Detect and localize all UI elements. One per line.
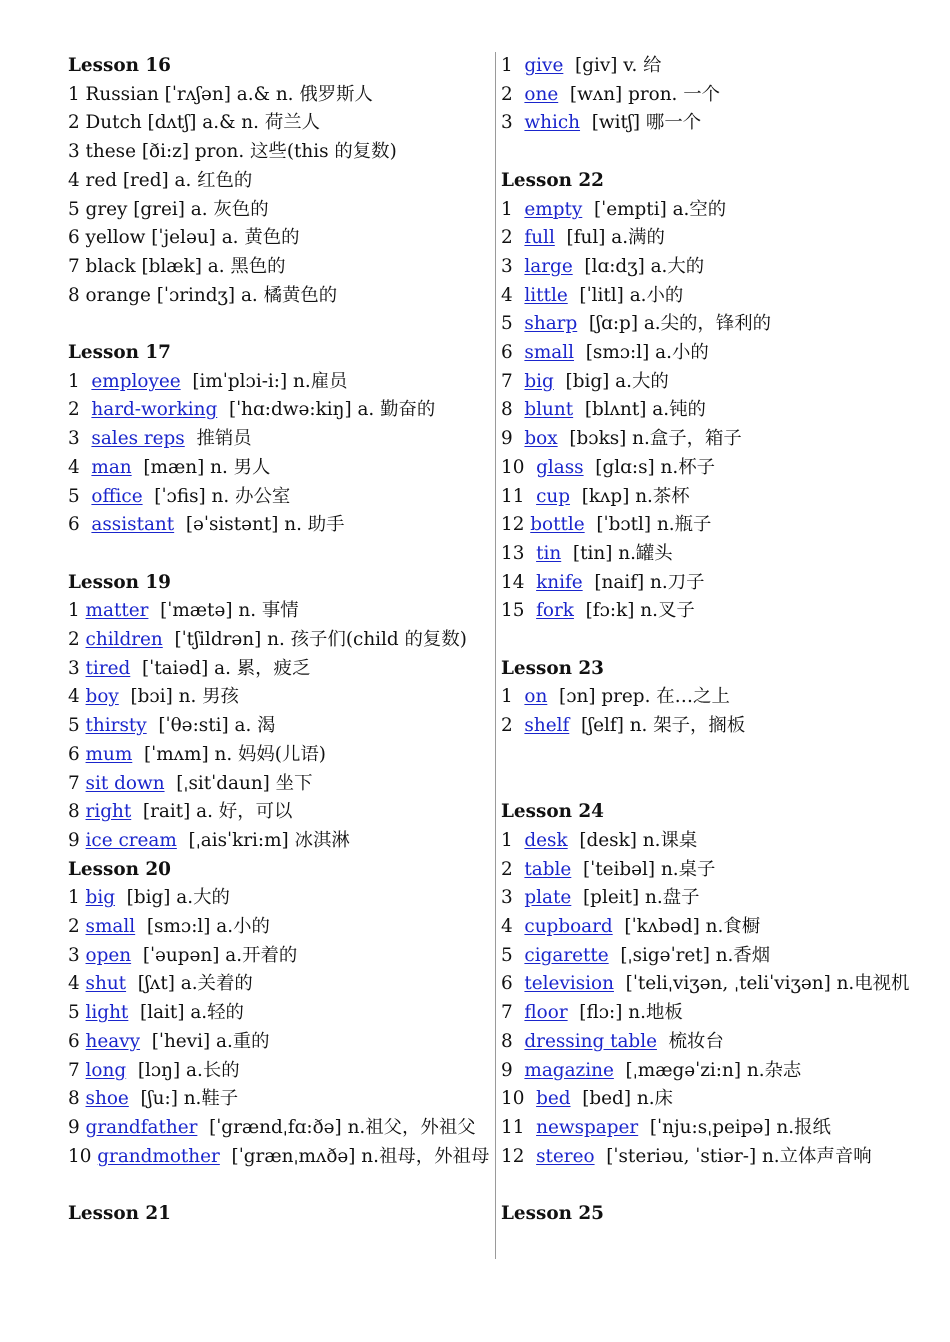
vocab-entry — [501, 1057, 919, 1086]
entry-definition: [ˈgrændˌfɑ:ðə] n.祖父，外祖父 — [197, 1116, 476, 1138]
entry-number: 4 — [501, 916, 525, 938]
vocab-entry — [501, 827, 919, 856]
vocab-entry — [68, 368, 493, 397]
vocab-entry — [68, 597, 493, 626]
vocab-entry: 8 orange [ˈɔrindʒ] a. 橘黄色的 — [68, 284, 338, 306]
vocab-word-link[interactable]: shut — [85, 973, 127, 995]
entry-number: 4 — [501, 284, 525, 306]
vocab-word-link[interactable]: dressing table — [524, 1030, 657, 1052]
entry-number: 4 — [68, 686, 86, 708]
entry-definition: [ʃu:] n.鞋子 — [128, 1088, 239, 1110]
entry-definition: [fɔ:k] n.叉子 — [573, 600, 695, 622]
vocab-entry: 1 Russian [ˈrʌʃən] a.& n. 俄罗斯人 — [68, 83, 373, 105]
vocab-entry — [68, 770, 493, 799]
vocab-word-link[interactable]: right — [85, 801, 132, 823]
vocab-entry — [68, 1114, 493, 1143]
vocab-word-link[interactable]: bed — [536, 1088, 571, 1110]
vocab-entry — [501, 884, 919, 913]
entry-number: 3 — [501, 887, 525, 909]
vocab-entry — [501, 597, 919, 626]
vocab-word-link[interactable]: cigarette — [524, 944, 609, 966]
vocab-word-link[interactable]: blunt — [524, 399, 574, 421]
entry-number: 1 — [501, 55, 525, 76]
entry-definition: [tin] n.罐头 — [561, 542, 673, 564]
vocab-word-link[interactable]: glass — [536, 456, 584, 478]
entry-definition: [ˈkʌbəd] n.食橱 — [612, 916, 761, 938]
vocab-entry — [501, 1114, 919, 1143]
entry-definition: [ˌsigəˈret] n.香烟 — [608, 944, 771, 966]
vocab-word-link[interactable]: sales reps — [91, 428, 185, 450]
vocab-entry — [68, 999, 493, 1028]
vocab-entry — [68, 655, 493, 684]
vocab-entry: 5 grey [grei] a. 灰色的 — [68, 198, 269, 220]
entry-number: 4 — [68, 973, 86, 995]
entry-number: 14 — [501, 571, 537, 593]
left-column — [68, 52, 493, 1229]
entry-number: 7 — [501, 370, 525, 392]
entry-definition: [flɔ:] n.地板 — [567, 1002, 683, 1024]
entry-number: 2 — [68, 916, 86, 938]
vocab-entry — [501, 1143, 919, 1172]
vocab-entry — [501, 454, 919, 483]
vocab-entry — [68, 913, 493, 942]
vocab-entry — [501, 569, 919, 598]
entry-definition: [rait] a. 好，可以 — [131, 801, 293, 823]
entry-definition: [ˈnju:sˌpeipə] n.报纸 — [638, 1116, 831, 1138]
entry-number: 7 — [68, 772, 86, 794]
entry-number: 3 — [68, 657, 86, 679]
vocab-entry — [501, 196, 919, 225]
entry-definition: [pleit] n.盘子 — [571, 887, 700, 909]
entry-number: 11 — [501, 1116, 537, 1138]
blank-line — [501, 138, 919, 167]
entry-definition: [bɔi] n. 男孩 — [118, 686, 239, 708]
vocab-word-link[interactable]: tin — [536, 542, 562, 564]
blank-line — [501, 770, 919, 799]
entry-definition: [ˈtaiəd] a. 累，疲乏 — [130, 657, 311, 679]
vocab-entry — [501, 52, 919, 81]
entry-number: 1 — [501, 686, 525, 708]
entry-definition: [naif] n.刀子 — [582, 571, 705, 593]
entry-definition: [ʃʌt] a.关着的 — [126, 973, 253, 995]
lesson-heading: Lesson 19 — [68, 571, 171, 593]
vocab-word-link[interactable]: knife — [536, 571, 583, 593]
vocab-entry — [501, 425, 919, 454]
entry-number: 8 — [68, 801, 86, 823]
vocab-entry — [68, 884, 493, 913]
vocab-word-link[interactable]: shelf — [524, 715, 570, 737]
vocab-entry: 2 Dutch [dʌtʃ] a.& n. 荷兰人 — [68, 112, 320, 134]
entry-definition: [ʃelf] n. 架子，搁板 — [569, 715, 746, 737]
entry-definition: [lɑ:dʒ] a.大的 — [572, 255, 705, 277]
entry-definition: [witʃ] 哪一个 — [580, 112, 702, 134]
vocab-word-link[interactable]: give — [524, 55, 564, 76]
vocab-entry — [501, 712, 919, 741]
vocab-entry — [68, 511, 493, 540]
vocab-word-link[interactable]: ice cream — [85, 829, 177, 851]
entry-definition: [ˈtʃildrən] n. 孩子们(child 的复数) — [162, 629, 467, 651]
vocab-entry — [501, 913, 919, 942]
lesson-heading: Lesson 25 — [501, 1203, 604, 1225]
vocab-entry — [501, 368, 919, 397]
entry-definition: [ʃɑ:p] a.尖的，锋利的 — [577, 313, 771, 335]
entry-definition: [ˈlitl] a.小的 — [567, 284, 684, 306]
entry-number: 1 — [68, 600, 86, 622]
entry-definition: 梳妆台 — [656, 1030, 724, 1052]
entry-definition: [ˈəupən] a.开着的 — [131, 944, 298, 966]
vocab-word-link[interactable]: assistant — [91, 514, 175, 536]
vocab-word-link[interactable]: cup — [536, 485, 571, 507]
vocab-entry — [501, 253, 919, 282]
entry-number: 15 — [501, 600, 537, 622]
entry-number: 8 — [501, 399, 525, 421]
entry-definition: [ˌmægəˈzi:n] n.杂志 — [613, 1059, 802, 1081]
vocab-word-link[interactable]: tired — [85, 657, 131, 679]
vocab-entry — [68, 683, 493, 712]
entry-number: 6 — [68, 1030, 86, 1052]
vocab-word-link[interactable]: grandmother — [97, 1145, 220, 1167]
vocab-word-link[interactable]: shoe — [85, 1088, 129, 1110]
entry-definition: [ful] a.满的 — [554, 227, 665, 249]
entry-definition: [glɑ:s] n.杯子 — [583, 456, 716, 478]
entry-number: 2 — [501, 83, 525, 105]
vocab-entry — [501, 856, 919, 885]
entry-definition: [ˈgrænˌmʌðə] n.祖母，外祖母 — [219, 1145, 490, 1167]
entry-definition: [ˈteliˌviʒən, ˌteliˈviʒən] n.电视机 — [613, 973, 910, 995]
vocab-word-link[interactable]: small — [85, 916, 136, 938]
vocab-entry — [501, 970, 919, 999]
entry-number: 7 — [501, 1002, 525, 1024]
vocab-entry — [501, 999, 919, 1028]
vocab-word-link[interactable]: heavy — [85, 1030, 141, 1052]
vocab-word-link[interactable]: box — [524, 428, 558, 450]
vocab-word-link[interactable]: children — [85, 629, 163, 651]
blank-line — [68, 310, 493, 339]
entry-number: 10 — [68, 1145, 98, 1167]
vocab-entry — [68, 942, 493, 971]
entry-definition: [bed] n.床 — [570, 1088, 673, 1110]
blank-line — [501, 741, 919, 770]
entry-definition: [blʌnt] a.钝的 — [573, 399, 706, 421]
vocab-word-link[interactable]: hard-working — [91, 399, 218, 421]
vocab-word-link[interactable]: desk — [524, 829, 568, 851]
vocab-word-link[interactable]: on — [524, 686, 548, 708]
entry-definition: [desk] n.课桌 — [567, 829, 698, 851]
entry-number: 1 — [68, 370, 92, 392]
vocab-entry — [501, 511, 919, 540]
entry-number: 9 — [501, 1059, 525, 1081]
entry-number: 13 — [501, 542, 537, 564]
vocab-word-link[interactable]: floor — [524, 1002, 568, 1024]
entry-number: 3 — [501, 112, 525, 134]
vocab-entry — [68, 712, 493, 741]
entry-number: 6 — [501, 973, 525, 995]
vocab-word-link[interactable]: cupboard — [524, 916, 613, 938]
vocab-entry — [501, 396, 919, 425]
entry-number: 5 — [68, 1002, 86, 1024]
entry-number: 10 — [501, 1088, 537, 1110]
column-divider — [495, 52, 496, 1259]
entry-number: 8 — [68, 1088, 86, 1110]
vocab-entry: 7 black [blæk] a. 黑色的 — [68, 255, 286, 277]
entry-number: 2 — [68, 399, 92, 421]
entry-number: 5 — [501, 313, 525, 335]
entry-definition: [mæn] n. 男人 — [131, 456, 271, 478]
entry-definition: [ˈempti] a.空的 — [582, 198, 727, 220]
vocab-entry — [68, 396, 493, 425]
vocab-word-link[interactable]: sit down — [85, 772, 165, 794]
entry-number: 2 — [68, 629, 86, 651]
entry-number: 11 — [501, 485, 537, 507]
entry-definition: [imˈplɔi-i:] n.雇员 — [180, 370, 348, 392]
vocab-word-link[interactable]: bottle — [530, 514, 585, 536]
entry-definition: [əˈsistənt] n. 助手 — [174, 514, 345, 536]
entry-number: 2 — [501, 858, 525, 880]
vocab-entry — [68, 425, 493, 454]
blank-line — [501, 626, 919, 655]
entry-definition: [ˈmætə] n. 事情 — [148, 600, 299, 622]
vocab-entry — [68, 827, 493, 856]
vocab-entry — [501, 1028, 919, 1057]
blank-line — [501, 1171, 919, 1200]
vocab-entry — [501, 282, 919, 311]
lesson-heading: Lesson 24 — [501, 801, 604, 823]
entry-definition: [wʌn] pron. 一个 — [558, 83, 721, 105]
entry-number: 1 — [501, 198, 525, 220]
vocab-entry — [501, 683, 919, 712]
vocab-entry — [501, 109, 919, 138]
entry-number: 3 — [68, 944, 86, 966]
vocab-entry — [501, 942, 919, 971]
vocab-word-link[interactable]: open — [85, 944, 132, 966]
vocab-word-link[interactable]: stereo — [536, 1145, 595, 1167]
entry-number: 10 — [501, 456, 537, 478]
entry-number: 2 — [501, 227, 525, 249]
vocab-word-link[interactable]: sharp — [524, 313, 578, 335]
vocab-entry — [68, 454, 493, 483]
vocab-word-link[interactable]: man — [91, 456, 132, 478]
vocab-word-link[interactable]: long — [85, 1059, 127, 1081]
vocab-entry — [501, 81, 919, 110]
vocab-entry — [68, 741, 493, 770]
entry-number: 6 — [68, 514, 92, 536]
entry-number: 9 — [68, 1116, 86, 1138]
vocab-entry — [501, 1085, 919, 1114]
vocab-word-link[interactable]: matter — [85, 600, 149, 622]
vocab-word-link[interactable]: large — [524, 255, 573, 277]
entry-number: 9 — [68, 829, 86, 851]
entry-number: 3 — [501, 255, 525, 277]
vocab-word-link[interactable]: little — [524, 284, 568, 306]
entry-definition: [lɔŋ] a.长的 — [126, 1059, 240, 1081]
entry-number: 12 — [501, 514, 531, 536]
vocab-word-link[interactable]: which — [524, 112, 581, 134]
vocab-entry: 3 these [ði:z] pron. 这些(this 的复数) — [68, 141, 397, 163]
entry-definition: [ˈɔfis] n. 办公室 — [142, 485, 291, 507]
entry-definition: [ɔn] prep. 在…之上 — [547, 686, 730, 708]
vocab-word-link[interactable]: mum — [85, 743, 133, 765]
vocab-entry — [68, 970, 493, 999]
entry-definition: [ˈsteriəu, ˈstiər-] n.立体声音响 — [594, 1145, 872, 1167]
vocab-word-link[interactable]: newspaper — [536, 1116, 639, 1138]
vocab-word-link[interactable]: small — [524, 342, 575, 364]
entry-number: 6 — [501, 342, 525, 364]
entry-definition: [ˈhevi] a.重的 — [140, 1030, 270, 1052]
vocab-entry — [68, 483, 493, 512]
vocab-entry — [68, 1085, 493, 1114]
vocab-entry — [501, 540, 919, 569]
entry-number: 5 — [68, 485, 92, 507]
entry-number: 12 — [501, 1145, 537, 1167]
entry-definition: [ˈmʌm] n. 妈妈(儿语) — [132, 743, 326, 765]
vocab-word-link[interactable]: big — [524, 370, 554, 392]
entry-number: 6 — [68, 743, 86, 765]
lesson-heading: Lesson 23 — [501, 657, 604, 679]
entry-number: 1 — [501, 829, 525, 851]
entry-number: 8 — [501, 1030, 525, 1052]
blank-line — [68, 540, 493, 569]
entry-number: 2 — [501, 715, 525, 737]
vocab-entry: 4 red [red] a. 红色的 — [68, 169, 253, 191]
vocab-word-link[interactable]: thirsty — [85, 715, 147, 737]
vocab-entry: 6 yellow [ˈjeləu] a. 黄色的 — [68, 227, 300, 249]
entry-number: 1 — [68, 887, 86, 909]
blank-line — [68, 1171, 493, 1200]
vocab-entry — [68, 1028, 493, 1057]
entry-definition: [smɔ:l] a.小的 — [574, 342, 709, 364]
entry-number: 4 — [68, 456, 92, 478]
entry-definition: [smɔ:l] a.小的 — [135, 916, 270, 938]
entry-definition: [big] a.大的 — [114, 887, 230, 909]
vocab-entry — [68, 626, 493, 655]
vocab-word-link[interactable]: office — [91, 485, 143, 507]
vocab-entry — [501, 310, 919, 339]
vocab-word-link[interactable]: employee — [91, 370, 181, 392]
entry-definition: [lait] a.轻的 — [128, 1002, 244, 1024]
entry-number: 9 — [501, 428, 525, 450]
lesson-heading: Lesson 21 — [68, 1203, 171, 1225]
entry-definition: [ˈθə:sti] a. 渴 — [146, 715, 276, 737]
entry-definition: [ˈteibəl] n.桌子 — [571, 858, 716, 880]
vocab-word-link[interactable]: empty — [524, 198, 583, 220]
vocab-entry — [501, 339, 919, 368]
entry-number: 3 — [68, 428, 92, 450]
vocab-word-link[interactable]: fork — [536, 600, 574, 622]
vocab-word-link[interactable]: light — [85, 1002, 129, 1024]
entry-number: 5 — [68, 715, 86, 737]
entry-definition: [ˌsitˈdaun] 坐下 — [164, 772, 313, 794]
vocab-entry — [501, 224, 919, 253]
entry-definition: [giv] v. 给 — [563, 55, 662, 76]
lesson-heading: Lesson 22 — [501, 169, 604, 191]
lesson-heading: Lesson 17 — [68, 342, 171, 364]
vocab-entry — [68, 1057, 493, 1086]
vocab-word-link[interactable]: table — [524, 858, 572, 880]
entry-definition: [ˈbɔtl] n.瓶子 — [584, 514, 712, 536]
entry-definition: 推销员 — [184, 428, 252, 450]
vocab-word-link[interactable]: television — [524, 973, 614, 995]
vocab-entry — [68, 798, 493, 827]
right-column — [501, 52, 919, 1229]
vocab-word-link[interactable]: boy — [85, 686, 119, 708]
entry-number: 7 — [68, 1059, 86, 1081]
entry-definition: [ˈhɑ:dwə:kiŋ] a. 勤奋的 — [217, 399, 436, 421]
entry-definition: [bɔks] n.盒子，箱子 — [557, 428, 742, 450]
vocab-entry — [68, 1143, 493, 1172]
lesson-heading: Lesson 20 — [68, 858, 171, 880]
entry-definition: [kʌp] n.茶杯 — [570, 485, 690, 507]
vocab-word-link[interactable]: magazine — [524, 1059, 614, 1081]
lesson-heading: Lesson 16 — [68, 55, 171, 76]
vocab-entry — [501, 483, 919, 512]
vocab-word-link[interactable]: grandfather — [85, 1116, 198, 1138]
vocab-word-link[interactable]: plate — [524, 887, 572, 909]
vocab-word-link[interactable]: big — [85, 887, 115, 909]
entry-definition: [big] a.大的 — [553, 370, 669, 392]
entry-definition: [ˌaisˈkri:m] 冰淇淋 — [176, 829, 350, 851]
vocab-word-link[interactable]: full — [524, 227, 555, 249]
vocab-word-link[interactable]: one — [524, 83, 559, 105]
entry-number: 5 — [501, 944, 525, 966]
